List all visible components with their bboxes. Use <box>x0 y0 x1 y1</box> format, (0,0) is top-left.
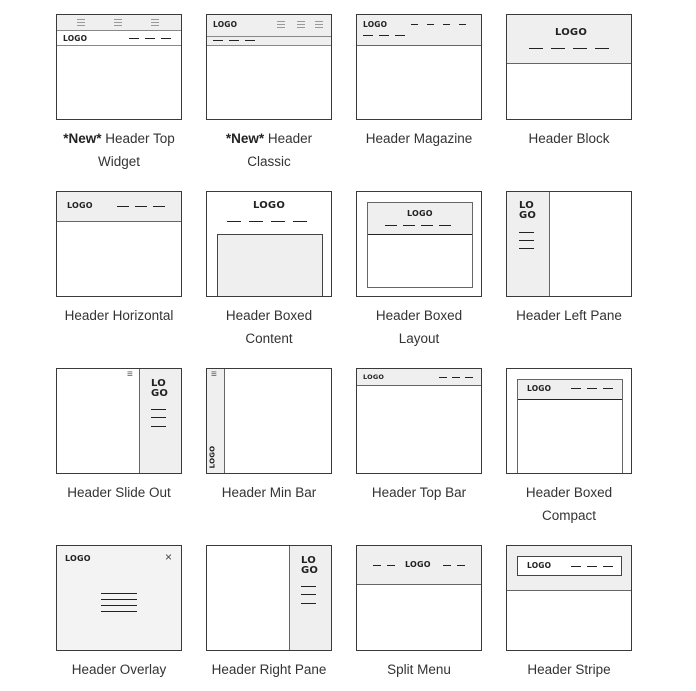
layout-card-header-slide-out[interactable] <box>56 368 182 474</box>
widget-icon <box>151 19 159 20</box>
caption-header-left-pane: Header Left Pane <box>516 308 622 323</box>
bar-rule <box>224 369 225 473</box>
caption-header-boxed-content: Header Boxed Content <box>225 308 313 346</box>
layout-card-header-boxed-content[interactable] <box>206 191 332 297</box>
header-rule <box>57 221 181 222</box>
layout-card-header-magazine[interactable] <box>356 14 482 120</box>
new-badge: *New* <box>225 131 265 146</box>
logo: LOGO <box>405 560 431 569</box>
caption-header-stripe: Header Stripe <box>527 662 611 677</box>
nav-dash <box>457 565 465 566</box>
layout-card-header-classic[interactable] <box>206 14 332 120</box>
nav-dash <box>459 24 466 25</box>
nav-dash <box>587 566 597 567</box>
caption-header-top-bar: Header Top Bar <box>371 485 467 500</box>
layout-card-header-stripe[interactable] <box>506 545 632 651</box>
header-band <box>368 203 472 234</box>
widget-icon <box>297 24 305 25</box>
header-rule <box>207 45 331 46</box>
nav-dash <box>603 566 613 567</box>
nav-line <box>151 409 166 410</box>
layout-card-header-boxed-layout[interactable] <box>356 191 482 297</box>
widget-icon <box>77 19 85 20</box>
caption-header-min-bar: Header Min Bar <box>221 485 317 500</box>
widget-icon <box>114 22 122 23</box>
menu-icon: ≡ <box>127 369 133 380</box>
logo: LOGO <box>63 34 88 43</box>
widget-icon <box>315 24 323 25</box>
pane-rule <box>549 192 550 296</box>
nav-dash <box>443 24 450 25</box>
nav-line <box>519 240 534 241</box>
header-rule <box>507 63 631 64</box>
divider <box>57 30 181 31</box>
nav-line <box>519 232 534 233</box>
nav-dash <box>373 565 381 566</box>
nav-line <box>151 426 166 427</box>
nav-dash <box>245 40 255 41</box>
widget-icon <box>297 21 305 22</box>
header-rule <box>357 584 481 585</box>
nav-dash <box>529 48 543 49</box>
layout-card-header-top-bar[interactable] <box>356 368 482 474</box>
header-rule <box>368 234 472 235</box>
logo-line-1: LO <box>151 378 166 389</box>
nav-line <box>519 248 534 249</box>
layout-card-header-boxed-compact[interactable] <box>506 368 632 474</box>
logo-line-1: LO <box>519 200 534 211</box>
nav-dash <box>387 565 395 566</box>
layout-card-header-min-bar[interactable] <box>206 368 332 474</box>
logo: LOGO <box>208 445 217 469</box>
content-box <box>217 234 323 297</box>
widget-icon <box>277 27 285 28</box>
caption-header-boxed-layout: Header Boxed Layout <box>375 308 463 346</box>
logo: LOGO <box>67 201 93 210</box>
menu-line <box>101 599 137 600</box>
logo: LOGO <box>65 554 91 563</box>
nav-dash <box>603 388 613 389</box>
nav-dash <box>161 38 171 39</box>
nav-dash <box>379 35 389 36</box>
new-badge: *New* <box>63 131 102 146</box>
nav-line <box>301 603 316 604</box>
nav-dash <box>411 24 418 25</box>
header-rule <box>57 45 181 46</box>
logo: LOGO <box>527 561 552 570</box>
logo-line-1: LO <box>301 555 316 566</box>
pane-rule <box>289 546 290 650</box>
widget-icon <box>277 24 285 25</box>
layout-card-header-overlay[interactable] <box>56 545 182 651</box>
menu-icon: ≡ <box>211 369 217 380</box>
caption-header-slide-out: Header Slide Out <box>67 485 171 500</box>
pane-rule <box>139 369 140 473</box>
widget-icon <box>114 19 122 20</box>
menu-line <box>101 605 137 606</box>
logo-line-2: GO <box>301 565 319 576</box>
header-rule <box>507 590 631 591</box>
caption-split-menu: Split Menu <box>387 662 451 677</box>
nav-dash <box>153 206 165 207</box>
header-rule <box>357 385 481 386</box>
nav-dash <box>129 38 139 39</box>
close-icon: × <box>165 550 173 564</box>
header-band <box>507 15 631 63</box>
nav-dash <box>595 48 609 49</box>
layout-card-header-left-pane[interactable] <box>506 191 632 297</box>
logo: LOGO <box>527 384 552 393</box>
widget-icon <box>114 25 122 26</box>
logo: LOGO <box>555 27 588 38</box>
nav-dash <box>452 377 460 378</box>
nav-dash <box>587 388 597 389</box>
widget-icon <box>151 25 159 26</box>
nav-dash <box>439 377 447 378</box>
menu-line <box>101 593 137 594</box>
nav-dash <box>573 48 587 49</box>
logo: LOGO <box>363 20 388 29</box>
layout-card-header-top-widget[interactable] <box>56 14 182 120</box>
nav-dash <box>145 38 155 39</box>
widget-icon <box>315 27 323 28</box>
nav-dash <box>421 225 433 226</box>
nav-dash <box>571 388 581 389</box>
nav-dash <box>443 565 451 566</box>
widget-icon <box>77 25 85 26</box>
caption-header-top-widget: *New* Header Top Widget <box>63 131 175 169</box>
logo-line-2: GO <box>519 210 537 221</box>
layout-card-header-block[interactable] <box>506 14 632 120</box>
nav-dash <box>117 206 129 207</box>
caption-header-horizontal: Header Horizontal <box>64 308 174 323</box>
logo: LOGO <box>407 209 433 218</box>
caption-header-boxed-compact: Header Boxed Compact <box>525 485 613 523</box>
widget-icon <box>151 22 159 23</box>
nav-dash <box>363 35 373 36</box>
nav-dash <box>385 225 397 226</box>
divider <box>207 36 331 37</box>
logo: LOGO <box>253 200 286 211</box>
menu-line <box>101 611 137 612</box>
widget-icon <box>315 21 323 22</box>
logo: LOGO <box>213 20 238 29</box>
widget-icon <box>297 27 305 28</box>
nav-dash <box>249 221 263 222</box>
nav-dash <box>213 40 223 41</box>
widget-icon <box>77 22 85 23</box>
header-rule <box>518 399 622 400</box>
layout-card-split-menu[interactable] <box>356 545 482 651</box>
nav-line <box>301 594 316 595</box>
nav-dash <box>271 221 285 222</box>
widget-icon <box>277 21 285 22</box>
nav-dash <box>465 377 473 378</box>
nav-dash <box>229 40 239 41</box>
nav-dash <box>551 48 565 49</box>
logo: LOGO <box>363 373 385 381</box>
logo-line-2: GO <box>151 388 169 399</box>
layout-card-header-horizontal[interactable] <box>56 191 182 297</box>
header-rule <box>357 45 481 46</box>
layout-card-header-right-pane[interactable] <box>206 545 332 651</box>
caption-header-overlay: Header Overlay <box>71 662 167 677</box>
nav-dash <box>135 206 147 207</box>
nav-dash <box>395 35 405 36</box>
nav-line <box>151 417 166 418</box>
nav-dash <box>427 24 434 25</box>
nav-line <box>301 586 316 587</box>
nav-dash <box>403 225 415 226</box>
nav-dash <box>293 221 307 222</box>
nav-dash <box>439 225 451 226</box>
caption-header-block: Header Block <box>528 131 610 146</box>
nav-dash <box>571 566 581 567</box>
nav-dash <box>227 221 241 222</box>
caption-header-classic: *New* Header Classic <box>225 131 313 169</box>
caption-header-right-pane: Header Right Pane <box>211 662 327 677</box>
caption-header-magazine: Header Magazine <box>365 131 473 146</box>
